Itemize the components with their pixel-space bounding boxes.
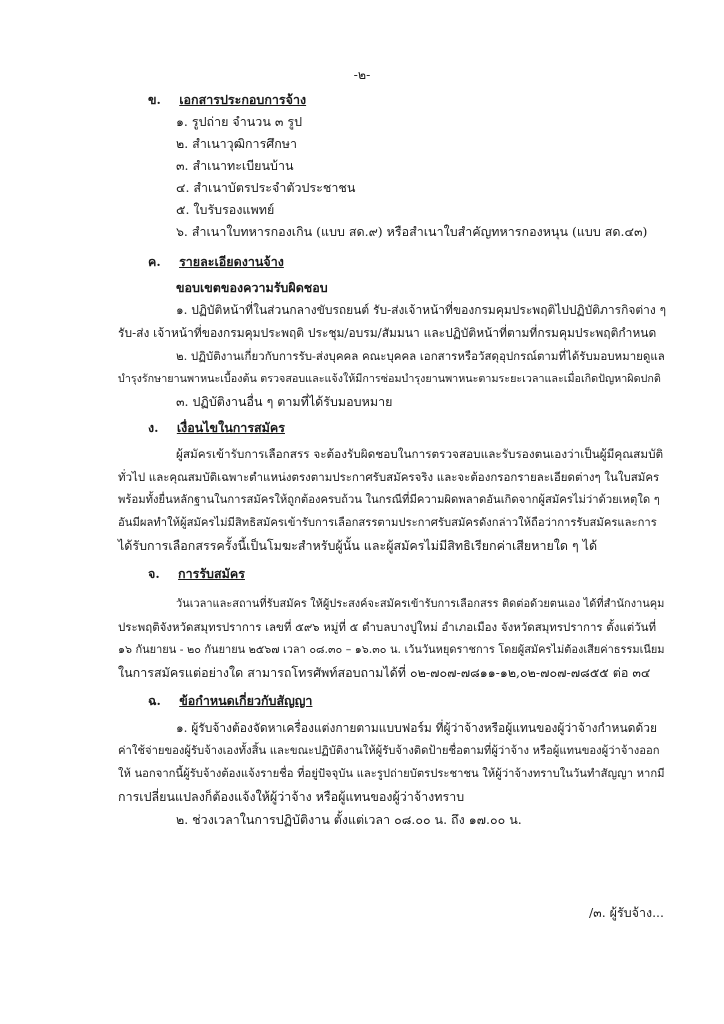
list-item: ๒. สำเนาวุฒิการศึกษา	[176, 136, 298, 151]
paragraph-line: ค่าใช้จ่ายของผู้รับจ้างเองทั้งสิ้น และขณะปฏิบัติงานให้ผู้รับจ้างติดป้ายชื่อตามที่ผู้ว่าจ้าง หรือผู้แทนของผู้ว่าจ้างออก	[118, 744, 660, 757]
paragraph-line: ทั่วไป และคุณสมบัติเฉพาะตำแหน่งตรงตามประกาศรับสมัครจริง และจะต้องกรอกรายละเอียดต่างๆ ในใบสมัคร	[118, 470, 660, 484]
section-title: เอกสารประกอบการจ้าง	[179, 92, 307, 107]
paragraph-line: วันเวลาและสถานที่รับสมัคร ให้ผู้ประสงค์จะสมัครเข้ารับการเลือกสรร ติดต่อด้วยตนเอง ได้ที่สำนักงานคุม	[176, 597, 665, 610]
section-title: การรับสมัคร	[178, 566, 245, 581]
subheading: ขอบเขตของความรับผิดชอบ	[176, 280, 328, 295]
section-kho-heading	[148, 92, 306, 108]
paragraph-line: ๑. ผู้รับจ้างต้องจัดหาเครื่องแต่งกายตามแบบฟอร์ม ที่ผู้ว่าจ้างหรือผู้แทนของผู้ว่าจ้างกำหนดด้วย	[176, 721, 658, 735]
paragraph-line: ๒. ช่วงเวลาในการปฏิบัติงาน ตั้งแต่เวลา ๐๘.๐๐ น. ถึง ๑๗.๐๐ น.	[176, 812, 522, 827]
paragraph-line: ได้รับการเลือกสรรครั้งนี้เป็นโมฆะสำหรับผู้นั้น และผู้สมัครไม่มีสิทธิเรียกค่าเสียหายใด ๆ ได้	[118, 538, 598, 553]
paragraph-line: บำรุงรักษายานพาหนะเบื้องต้น ตรวจสอบและแจ้งให้มีการซ่อมบำรุงยานพาหนะตามระยะเวลาและเมื่อเกิดปัญหาผิดปกติ	[118, 372, 661, 385]
list-item: ๕. ใบรับรองแพทย์	[176, 202, 275, 217]
section-letter: ง.	[148, 420, 159, 435]
list-item: ๔. สำเนาบัตรประจำตัวประชาชน	[176, 180, 356, 195]
section-cho-heading	[148, 566, 245, 582]
list-item: ๖. สำเนาใบทหารกองเกิน (แบบ สด.๙) หรือสำเนาใบสำคัญทหารกองหนุน (แบบ สด.๔๓)	[176, 224, 648, 239]
section-title: รายละเอียดงานจ้าง	[179, 254, 284, 269]
continuation-note: /๓. ผู้รับจ้าง...	[588, 905, 664, 920]
section-ngo-heading	[148, 420, 285, 436]
paragraph-line: รับ-ส่ง เจ้าหน้าที่ของกรมคุมประพฤติ ประชุม/อบรม/สัมมนา และปฏิบัติหน้าที่ตามที่กรมคุมประพฤติกำหนด	[118, 326, 657, 340]
paragraph-line: ๒. ปฏิบัติงานเกี่ยวกับการรับ-ส่งบุคคล คณะบุคคล เอกสารหรือวัสดุอุปกรณ์ตามที่ได้รับมอบหมายดูแล	[176, 349, 665, 363]
paragraph-line: ๓. ปฏิบัติงานอื่น ๆ ตามที่ได้รับมอบหมาย	[176, 394, 393, 409]
section-title: ข้อกำหนดเกี่ยวกับสัญญา	[179, 693, 313, 708]
section-chho-heading	[148, 693, 312, 709]
paragraph-line: ให้ นอกจากนี้ผู้รับจ้างต้องแจ้งรายชื่อ ที่อยู่ปัจจุบัน และรูปถ่ายบัตรประชาชน ให้ผู้ว่าจ้างทราบในวันทำสัญญา หากมี	[118, 767, 665, 780]
list-item: ๑. รูปถ่าย จำนวน ๓ รูป	[176, 114, 303, 129]
paragraph-line: การเปลี่ยนแปลงก็ต้องแจ้งให้ผู้ว่าจ้าง หรือผู้แทนของผู้ว่าจ้างทราบ	[118, 789, 465, 804]
paragraph-line: ในการสมัครแต่อย่างใด สามารถโทรศัพท์สอบถามได้ที่ ๐๒-๗๐๗-๗๘๑๑-๑๒,๐๒-๗๐๗-๗๘๕๕ ต่อ ๓๔	[118, 665, 651, 680]
paragraph-line: ประพฤติจังหวัดสมุทรปราการ เลขที่ ๕๙๖ หมู่ที่ ๕ ตำบลบางปูใหม่ อำเภอเมือง จังหวัดสมุทรปราการ ตั้งแต่วันที่	[118, 620, 657, 634]
paragraph-line: ๑๖ กันยายน - ๒๐ กันยายน ๒๕๖๗ เวลา ๐๘.๓๐ – ๑๖.๓๐ น. เว้นวันหยุดราชการ โดยผู้สมัครไม่ต้องเสียค่าธรรมเนียม	[118, 643, 665, 656]
paragraph-line: อันมีผลทำให้ผู้สมัครไม่มีสิทธิสมัครเข้ารับการเลือกสรรตามประกาศรับสมัครดังกล่าวให้ถือว่าการรับสมัครและการ	[118, 516, 657, 529]
paragraph-line: ผู้สมัครเข้ารับการเลือกสรร จะต้องรับผิดชอบในการตรวจสอบและรับรองตนเองว่าเป็นผู้มีคุณสมบัติ	[176, 447, 664, 461]
section-kho2-heading	[148, 254, 284, 270]
section-letter: จ.	[148, 566, 160, 581]
page-number: -๒-	[353, 67, 371, 82]
section-letter: ข.	[148, 92, 161, 107]
paragraph-line: ๑. ปฏิบัติหน้าที่ในส่วนกลางขับรถยนต์ รับ-ส่งเจ้าหน้าที่ของกรมคุมประพฤติไปปฏิบัติภารกิจต่าง ๆ	[176, 303, 667, 317]
section-letter: ฉ.	[148, 693, 161, 708]
list-item: ๓. สำเนาทะเบียนบ้าน	[176, 158, 294, 173]
section-title: เงื่อนไขในการสมัคร	[176, 420, 285, 435]
section-letter: ค.	[148, 254, 161, 269]
paragraph-line: พร้อมทั้งยื่นหลักฐานในการสมัครให้ถูกต้องครบถ้วน ในกรณีที่มีความผิดพลาดอันเกิดจากผู้สมัครไม่ว่าด้วยเหตุใด ๆ	[118, 493, 660, 506]
